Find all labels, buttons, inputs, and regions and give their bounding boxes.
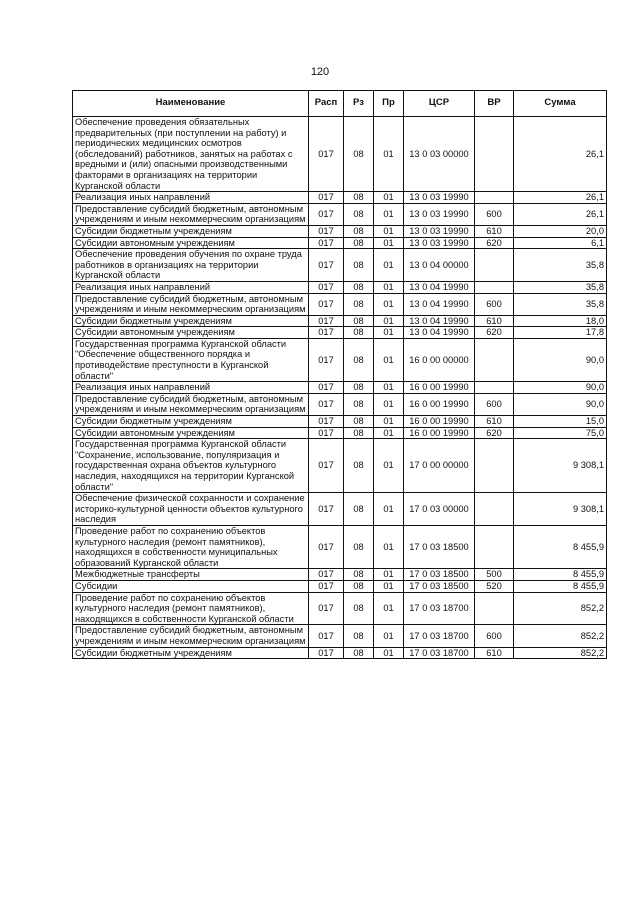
cell-rasp: 017 bbox=[309, 427, 344, 439]
cell-vr bbox=[475, 117, 514, 192]
cell-name: Субсидии bbox=[73, 580, 309, 592]
cell-name: Обеспечение проведения обучения по охране труда работников в организациях на территории Курганской области bbox=[73, 249, 309, 282]
cell-vr: 610 bbox=[475, 225, 514, 237]
cell-csr: 13 0 04 19990 bbox=[404, 281, 475, 293]
cell-pr: 01 bbox=[374, 117, 404, 192]
cell-csr: 16 0 00 19990 bbox=[404, 382, 475, 394]
table-row bbox=[73, 647, 607, 659]
cell-rz: 08 bbox=[344, 192, 374, 204]
header-name: Наименование bbox=[73, 91, 309, 117]
cell-sum: 852,2 bbox=[514, 647, 607, 659]
cell-sum: 9 308,1 bbox=[514, 493, 607, 526]
cell-sum: 8 455,9 bbox=[514, 580, 607, 592]
cell-rz: 08 bbox=[344, 416, 374, 428]
cell-vr bbox=[475, 281, 514, 293]
cell-rz: 08 bbox=[344, 117, 374, 192]
table-row bbox=[73, 237, 607, 249]
cell-rasp: 017 bbox=[309, 592, 344, 625]
cell-vr bbox=[475, 382, 514, 394]
cell-name: Обеспечение проведения обязательных предварительных (при поступлении на работу) и периодических медицинских осмотров (обследований) работников, занятых на работах с вредными и (или) опасными производственными факторами в организациях на территории Курганской области bbox=[73, 117, 309, 192]
cell-vr bbox=[475, 525, 514, 568]
cell-csr: 13 0 03 19990 bbox=[404, 203, 475, 225]
cell-rz: 08 bbox=[344, 493, 374, 526]
cell-name: Субсидии бюджетным учреждениям bbox=[73, 225, 309, 237]
table-row bbox=[73, 525, 607, 568]
cell-pr: 01 bbox=[374, 225, 404, 237]
cell-pr: 01 bbox=[374, 281, 404, 293]
cell-vr bbox=[475, 249, 514, 282]
cell-vr: 610 bbox=[475, 416, 514, 428]
cell-csr: 13 0 03 19990 bbox=[404, 237, 475, 249]
cell-vr: 600 bbox=[475, 625, 514, 647]
cell-sum: 35,8 bbox=[514, 293, 607, 315]
cell-rasp: 017 bbox=[309, 393, 344, 415]
cell-vr: 610 bbox=[475, 647, 514, 659]
cell-rasp: 017 bbox=[309, 327, 344, 339]
cell-csr: 16 0 00 19990 bbox=[404, 416, 475, 428]
cell-rz: 08 bbox=[344, 225, 374, 237]
cell-rz: 08 bbox=[344, 569, 374, 581]
cell-csr: 17 0 03 00000 bbox=[404, 493, 475, 526]
header-sum: Сумма bbox=[514, 91, 607, 117]
cell-rasp: 017 bbox=[309, 338, 344, 381]
cell-sum: 9 308,1 bbox=[514, 439, 607, 493]
cell-pr: 01 bbox=[374, 203, 404, 225]
cell-csr: 13 0 04 19990 bbox=[404, 315, 475, 327]
cell-pr: 01 bbox=[374, 393, 404, 415]
cell-pr: 01 bbox=[374, 315, 404, 327]
cell-name: Субсидии автономным учреждениям bbox=[73, 327, 309, 339]
cell-pr: 01 bbox=[374, 580, 404, 592]
cell-vr: 520 bbox=[475, 580, 514, 592]
cell-name: Предоставление субсидий бюджетным, автономным учреждениям и иным некоммерческим организациям bbox=[73, 203, 309, 225]
cell-vr bbox=[475, 338, 514, 381]
cell-name: Реализация иных направлений bbox=[73, 281, 309, 293]
cell-rz: 08 bbox=[344, 281, 374, 293]
cell-rasp: 017 bbox=[309, 493, 344, 526]
cell-rasp: 017 bbox=[309, 249, 344, 282]
cell-vr bbox=[475, 493, 514, 526]
cell-pr: 01 bbox=[374, 427, 404, 439]
cell-pr: 01 bbox=[374, 327, 404, 339]
cell-rz: 08 bbox=[344, 427, 374, 439]
cell-csr: 17 0 03 18500 bbox=[404, 525, 475, 568]
cell-vr bbox=[475, 592, 514, 625]
cell-pr: 01 bbox=[374, 493, 404, 526]
cell-pr: 01 bbox=[374, 237, 404, 249]
cell-csr: 17 0 03 18700 bbox=[404, 625, 475, 647]
cell-rz: 08 bbox=[344, 625, 374, 647]
table-row bbox=[73, 382, 607, 394]
cell-sum: 17,8 bbox=[514, 327, 607, 339]
cell-rz: 08 bbox=[344, 249, 374, 282]
cell-sum: 26,1 bbox=[514, 203, 607, 225]
cell-sum: 35,8 bbox=[514, 281, 607, 293]
cell-rasp: 017 bbox=[309, 237, 344, 249]
cell-rz: 08 bbox=[344, 647, 374, 659]
cell-csr: 17 0 03 18500 bbox=[404, 569, 475, 581]
cell-sum: 26,1 bbox=[514, 117, 607, 192]
cell-name: Обеспечение физической сохранности и сохранение историко-культурной ценности объектов культурного наследия bbox=[73, 493, 309, 526]
cell-rz: 08 bbox=[344, 203, 374, 225]
header-rz: Рз bbox=[344, 91, 374, 117]
table-header-row bbox=[73, 91, 607, 117]
cell-rasp: 017 bbox=[309, 117, 344, 192]
cell-rasp: 017 bbox=[309, 281, 344, 293]
cell-name: Реализация иных направлений bbox=[73, 382, 309, 394]
header-csr: ЦСР bbox=[404, 91, 475, 117]
cell-rasp: 017 bbox=[309, 569, 344, 581]
cell-pr: 01 bbox=[374, 249, 404, 282]
header-pr: Пр bbox=[374, 91, 404, 117]
cell-csr: 17 0 03 18700 bbox=[404, 592, 475, 625]
cell-sum: 6,1 bbox=[514, 237, 607, 249]
cell-rasp: 017 bbox=[309, 225, 344, 237]
cell-rasp: 017 bbox=[309, 203, 344, 225]
table-row bbox=[73, 625, 607, 647]
cell-csr: 17 0 00 00000 bbox=[404, 439, 475, 493]
cell-vr: 500 bbox=[475, 569, 514, 581]
cell-csr: 13 0 04 00000 bbox=[404, 249, 475, 282]
header-rasp: Расп bbox=[309, 91, 344, 117]
cell-csr: 13 0 03 00000 bbox=[404, 117, 475, 192]
cell-pr: 01 bbox=[374, 293, 404, 315]
budget-table bbox=[72, 90, 607, 659]
cell-pr: 01 bbox=[374, 416, 404, 428]
cell-pr: 01 bbox=[374, 625, 404, 647]
cell-rz: 08 bbox=[344, 580, 374, 592]
cell-sum: 8 455,9 bbox=[514, 525, 607, 568]
cell-vr: 620 bbox=[475, 327, 514, 339]
cell-name: Субсидии бюджетным учреждениям bbox=[73, 647, 309, 659]
table-row bbox=[73, 427, 607, 439]
cell-csr: 13 0 03 19990 bbox=[404, 192, 475, 204]
cell-name: Субсидии бюджетным учреждениям bbox=[73, 315, 309, 327]
header-vr: ВР bbox=[475, 91, 514, 117]
table-row bbox=[73, 569, 607, 581]
cell-rz: 08 bbox=[344, 439, 374, 493]
table-row bbox=[73, 293, 607, 315]
cell-name: Межбюджетные трансферты bbox=[73, 569, 309, 581]
cell-name: Проведение работ по сохранению объектов культурного наследия (ремонт памятников), находящихся в собственности муниципальных образований Курганской области bbox=[73, 525, 309, 568]
cell-pr: 01 bbox=[374, 569, 404, 581]
table-row bbox=[73, 592, 607, 625]
cell-csr: 13 0 04 19990 bbox=[404, 327, 475, 339]
cell-pr: 01 bbox=[374, 439, 404, 493]
cell-rz: 08 bbox=[344, 592, 374, 625]
cell-sum: 90,0 bbox=[514, 393, 607, 415]
cell-name: Проведение работ по сохранению объектов культурного наследия (ремонт памятников), находящихся в собственности Курганской области bbox=[73, 592, 309, 625]
table-row bbox=[73, 249, 607, 282]
cell-rasp: 017 bbox=[309, 382, 344, 394]
cell-rz: 08 bbox=[344, 293, 374, 315]
cell-csr: 16 0 00 19990 bbox=[404, 427, 475, 439]
table-body bbox=[73, 117, 607, 659]
cell-rasp: 017 bbox=[309, 647, 344, 659]
cell-sum: 18,0 bbox=[514, 315, 607, 327]
cell-vr: 600 bbox=[475, 293, 514, 315]
table-row bbox=[73, 439, 607, 493]
cell-pr: 01 bbox=[374, 338, 404, 381]
cell-csr: 17 0 03 18700 bbox=[404, 647, 475, 659]
cell-name: Субсидии бюджетным учреждениям bbox=[73, 416, 309, 428]
cell-sum: 852,2 bbox=[514, 625, 607, 647]
cell-sum: 852,2 bbox=[514, 592, 607, 625]
cell-rasp: 017 bbox=[309, 580, 344, 592]
cell-name: Реализация иных направлений bbox=[73, 192, 309, 204]
cell-sum: 35,8 bbox=[514, 249, 607, 282]
page-number: 120 bbox=[310, 66, 330, 78]
table-row bbox=[73, 416, 607, 428]
cell-rz: 08 bbox=[344, 338, 374, 381]
table-row bbox=[73, 315, 607, 327]
cell-sum: 90,0 bbox=[514, 382, 607, 394]
cell-sum: 26,1 bbox=[514, 192, 607, 204]
cell-sum: 75,0 bbox=[514, 427, 607, 439]
table-row bbox=[73, 117, 607, 192]
cell-vr: 620 bbox=[475, 427, 514, 439]
cell-sum: 15,0 bbox=[514, 416, 607, 428]
cell-rasp: 017 bbox=[309, 293, 344, 315]
table-row bbox=[73, 580, 607, 592]
cell-rasp: 017 bbox=[309, 192, 344, 204]
table-row bbox=[73, 281, 607, 293]
cell-pr: 01 bbox=[374, 382, 404, 394]
cell-rz: 08 bbox=[344, 237, 374, 249]
table-row bbox=[73, 203, 607, 225]
cell-csr: 13 0 04 19990 bbox=[404, 293, 475, 315]
cell-rasp: 017 bbox=[309, 439, 344, 493]
table-row bbox=[73, 493, 607, 526]
cell-rz: 08 bbox=[344, 525, 374, 568]
cell-pr: 01 bbox=[374, 647, 404, 659]
cell-sum: 90,0 bbox=[514, 338, 607, 381]
cell-csr: 13 0 03 19990 bbox=[404, 225, 475, 237]
cell-name: Государственная программа Курганской области "Обеспечение общественного порядка и противодействие преступности в Курганской области" bbox=[73, 338, 309, 381]
table-row bbox=[73, 192, 607, 204]
cell-rz: 08 bbox=[344, 315, 374, 327]
cell-vr bbox=[475, 192, 514, 204]
cell-name: Государственная программа Курганской области "Сохранение, использование, популяризация и государственная охрана объектов культурного наследия, находящихся на территории Курганской области" bbox=[73, 439, 309, 493]
table-row bbox=[73, 225, 607, 237]
cell-rz: 08 bbox=[344, 327, 374, 339]
cell-pr: 01 bbox=[374, 192, 404, 204]
table-row bbox=[73, 338, 607, 381]
cell-csr: 16 0 00 19990 bbox=[404, 393, 475, 415]
cell-vr: 620 bbox=[475, 237, 514, 249]
cell-vr: 600 bbox=[475, 393, 514, 415]
cell-vr bbox=[475, 439, 514, 493]
cell-vr: 610 bbox=[475, 315, 514, 327]
cell-name: Предоставление субсидий бюджетным, автономным учреждениям и иным некоммерческим организациям bbox=[73, 293, 309, 315]
cell-rasp: 017 bbox=[309, 525, 344, 568]
cell-rasp: 017 bbox=[309, 625, 344, 647]
cell-name: Субсидии автономным учреждениям bbox=[73, 427, 309, 439]
cell-csr: 17 0 03 18500 bbox=[404, 580, 475, 592]
cell-csr: 16 0 00 00000 bbox=[404, 338, 475, 381]
cell-vr: 600 bbox=[475, 203, 514, 225]
cell-pr: 01 bbox=[374, 592, 404, 625]
cell-pr: 01 bbox=[374, 525, 404, 568]
cell-name: Субсидии автономным учреждениям bbox=[73, 237, 309, 249]
cell-sum: 8 455,9 bbox=[514, 569, 607, 581]
cell-rz: 08 bbox=[344, 382, 374, 394]
table-row bbox=[73, 393, 607, 415]
cell-name: Предоставление субсидий бюджетным, автономным учреждениям и иным некоммерческим организациям bbox=[73, 393, 309, 415]
cell-rasp: 017 bbox=[309, 416, 344, 428]
cell-rasp: 017 bbox=[309, 315, 344, 327]
cell-name: Предоставление субсидий бюджетным, автономным учреждениям и иным некоммерческим организациям bbox=[73, 625, 309, 647]
cell-rz: 08 bbox=[344, 393, 374, 415]
cell-sum: 20,0 bbox=[514, 225, 607, 237]
table-row bbox=[73, 327, 607, 339]
